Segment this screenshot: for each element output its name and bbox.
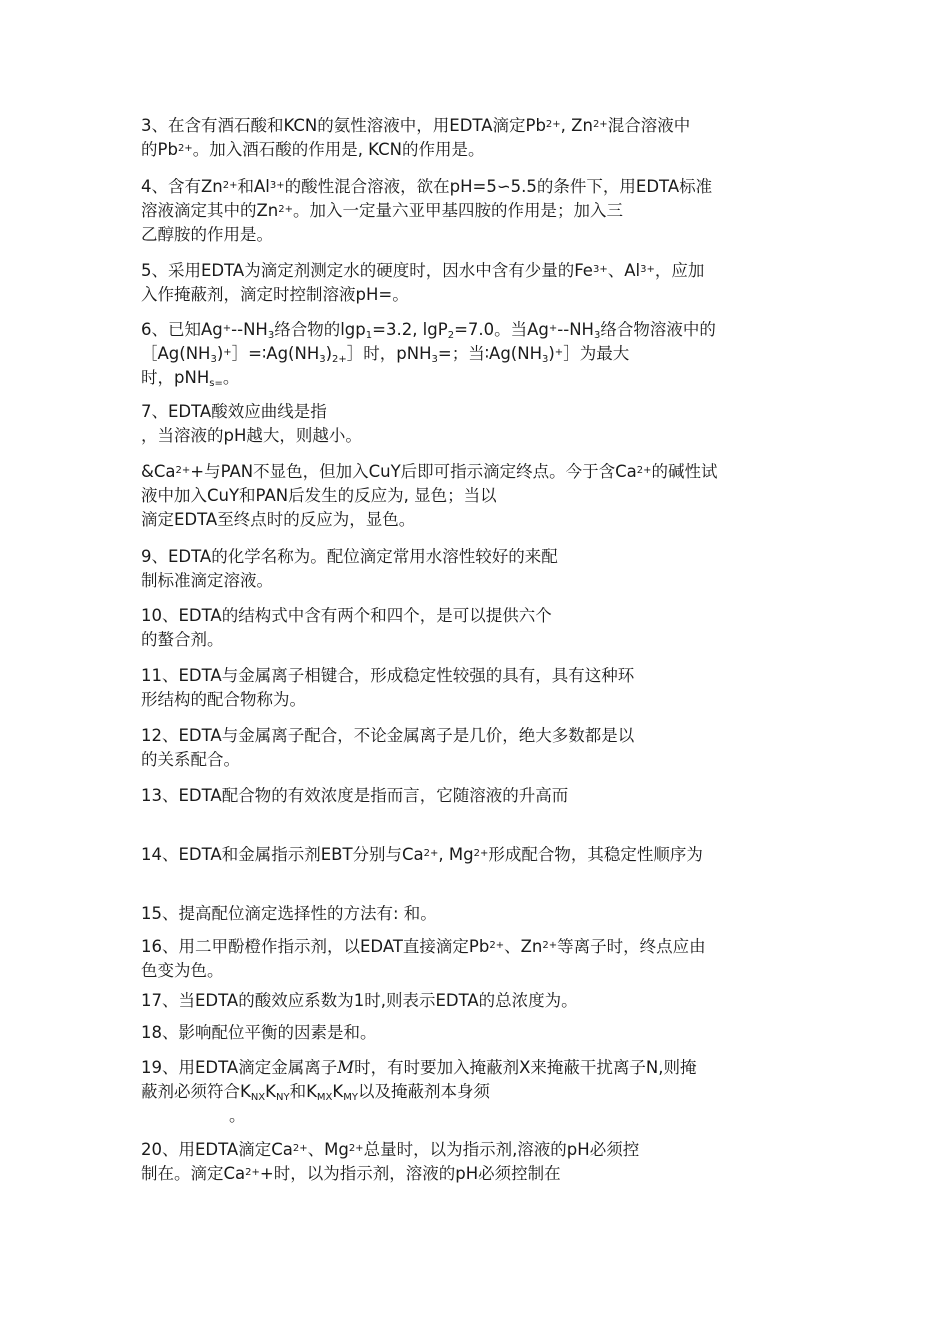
question-line: [141, 1056, 821, 1080]
subscript: MX: [316, 1092, 333, 1103]
question-line: [141, 114, 821, 138]
question-q20: [141, 1138, 821, 1186]
question-line: [141, 199, 821, 223]
superscript: +: [222, 323, 232, 334]
question-line: [141, 318, 821, 342]
question-q9: [141, 545, 821, 593]
superscript: 2+: [473, 848, 489, 859]
text-run: 18、影响配位平衡的因素是和。: [141, 1023, 377, 1042]
superscript: 2+: [278, 204, 294, 215]
text-run: 16、用二甲酚橙作指示剂，以EDAT直接滴定Pb: [141, 937, 490, 956]
text-run: 和K: [289, 1082, 317, 1101]
text-run: 络合物的lgp: [274, 320, 366, 339]
text-run: ，应加: [654, 261, 705, 280]
question-q6: [141, 318, 821, 390]
superscript: +: [554, 347, 564, 358]
question-line: [141, 1021, 821, 1045]
text-run: 13、EDTA配合物的有效浓度是指而言，它随溶液的升高而: [141, 786, 569, 805]
question-line: [141, 569, 821, 593]
text-run: 形结构的配合物称为。: [141, 690, 306, 709]
text-run: 12、EDTA与金属离子配合，不论金属离子是几价，绝大多数都是以: [141, 726, 635, 745]
text-run: --NH: [557, 320, 594, 339]
text-run: 和Al: [237, 177, 270, 196]
text-run: 的Pb: [141, 140, 178, 159]
question-line: [141, 959, 821, 983]
text-run: 4、含有Zn: [141, 177, 223, 196]
text-run: , Mg: [438, 845, 474, 864]
text-run: 、Al: [607, 261, 641, 280]
superscript: 2+: [175, 465, 191, 476]
text-run: 20、用EDTA滴定Ca: [141, 1140, 293, 1159]
text-run: 5、采用EDTA为滴定剂测定水的硬度时，因水中含有少量的Fe: [141, 261, 593, 280]
subscript: 3: [319, 354, 326, 365]
text-run: 制在。滴定Ca: [141, 1164, 246, 1183]
question-line: [141, 259, 821, 283]
text-run: 15、提高配位滴定选择性的方法有: 和。: [141, 904, 437, 923]
question-line: [141, 664, 821, 688]
question-q13: [141, 784, 821, 808]
superscript: 2+: [292, 1143, 308, 1154]
question-line: [141, 1162, 821, 1186]
question-line: [141, 223, 821, 247]
text-run: ］=∶Ag(NH: [231, 344, 320, 363]
question-line: [141, 400, 821, 424]
question-q19: [141, 1056, 821, 1128]
question-line: [141, 748, 821, 772]
superscript: 2+: [423, 848, 439, 859]
text-run: 等离子时，终点应由: [557, 937, 706, 956]
subscript: 2: [447, 330, 455, 341]
text-run: 19、用EDTA滴定金属离子: [141, 1058, 338, 1077]
text-run: 制标准滴定溶液。: [141, 571, 273, 590]
question-line: [141, 902, 821, 926]
superscript: 3+: [592, 264, 608, 275]
text-run: 总量时，以为指示剂,溶液的pH必须控: [363, 1140, 640, 1159]
text-run: ］时，pNH: [346, 344, 432, 363]
text-run: 滴定EDTA至终点时的反应为，显色。: [141, 510, 416, 529]
text-run: K: [265, 1082, 276, 1101]
text-run: 3、在含有酒石酸和KCN的氨性溶液中，用EDTA滴定Pb: [141, 116, 546, 135]
question-line: [141, 724, 821, 748]
question-line: [141, 283, 821, 307]
text-run: 11、EDTA与金属离子相键合，形成稳定性较强的具有，具有这种环: [141, 666, 635, 685]
subscript: 3: [593, 330, 601, 341]
text-run: 的螯合剂。: [141, 630, 224, 649]
question-line: [141, 545, 821, 569]
text-run: ): [325, 344, 333, 363]
text-run: 络合物溶液中的: [600, 320, 716, 339]
question-line: [141, 1080, 821, 1104]
subscript: 3: [541, 354, 549, 365]
text-run: =；当∶Ag(NH: [437, 344, 542, 363]
text-run: 6、已知Ag: [141, 320, 223, 339]
subscript: 3: [210, 354, 217, 365]
text-run: &Ca: [141, 462, 176, 481]
text-run: ］为最大: [563, 344, 630, 363]
superscript: 3+: [269, 180, 285, 191]
subscript: MY: [343, 1092, 358, 1103]
question-q10: [141, 604, 821, 652]
question-line: [141, 138, 821, 162]
superscript: 2+: [592, 119, 608, 130]
question-line: [141, 604, 821, 628]
text-run: 。: [222, 368, 240, 387]
question-line: [141, 784, 821, 808]
text-run: 溶液滴定其中的Zn: [141, 201, 279, 220]
question-line: [141, 424, 821, 448]
text-run: 入作掩蔽剂，滴定时控制溶液pH=。: [141, 285, 409, 304]
text-run: =7.0。当Ag: [454, 320, 549, 339]
question-q16: [141, 935, 821, 983]
text-run: 的酸性混合溶液，欲在pH=5∽5.5的条件下，用EDTA标准: [284, 177, 713, 196]
answer-blank-end: 。: [229, 1106, 246, 1125]
question-line: [141, 935, 821, 959]
question-q12: [141, 724, 821, 772]
superscript: 2+: [542, 940, 558, 951]
text-run: 液中加入CuY和PAN后发生的反应为, 显色；当以: [141, 486, 497, 505]
superscript: +: [223, 347, 232, 358]
superscript: 3+: [640, 264, 655, 275]
superscript: +: [548, 323, 558, 334]
math-symbol: M: [337, 1058, 355, 1077]
question-q17: [141, 989, 821, 1013]
question-q15: [141, 902, 821, 926]
question-q3: [141, 114, 821, 162]
text-run: +与PAN不显色，但加入CuY后即可指示滴定终点。今于含Ca: [190, 462, 637, 481]
superscript: 2+: [177, 143, 193, 154]
question-q11: [141, 664, 821, 712]
subscript: 2+: [332, 354, 347, 365]
text-run: 乙醇胺的作用是。: [141, 225, 273, 244]
text-run: --NH: [231, 320, 268, 339]
text-run: 色变为色。: [141, 961, 224, 980]
question-line: [141, 366, 821, 390]
question-line: [141, 989, 821, 1013]
text-run: 。加入酒石酸的作用是, KCN的作用是。: [192, 140, 485, 159]
text-run: 形成配合物，其稳定性顺序为: [488, 845, 703, 864]
question-line: [141, 628, 821, 652]
subscript: 3: [267, 330, 275, 341]
subscript: NX: [250, 1092, 266, 1103]
question-q5: [141, 259, 821, 307]
text-run: 以及掩蔽剂本身须: [357, 1082, 490, 1101]
question-line: [141, 175, 821, 199]
question-q7: [141, 400, 821, 448]
text-run: 的碱性试: [651, 462, 718, 481]
text-run: ［Ag(NH: [141, 344, 211, 363]
question-q4: [141, 175, 821, 247]
text-run: K: [332, 1082, 344, 1101]
question-q8: [141, 460, 821, 532]
text-run: =3.2, lgP: [372, 320, 448, 339]
question-q18: [141, 1021, 821, 1045]
superscript: 2+: [545, 119, 561, 130]
text-run: 的关系配合。: [141, 750, 240, 769]
subscript: NY: [276, 1092, 290, 1103]
question-line: [141, 843, 821, 867]
subscript: 1: [365, 330, 373, 341]
question-q14: [141, 843, 821, 867]
text-run: 混合溶液中: [607, 116, 691, 135]
text-run: 14、EDTA和金属指示剂EBT分别与Ca: [141, 845, 424, 864]
question-line: [141, 508, 821, 532]
subscript: 3: [431, 354, 438, 365]
text-run: 。加入一定量六亚甲基四胺的作用是；加入三: [293, 201, 624, 220]
text-run: ，当溶液的pH越大，则越小。: [141, 426, 362, 445]
text-run: 时，有时要加入掩蔽剂X来掩蔽干扰离子N,则掩: [354, 1058, 697, 1077]
superscript: 2+: [245, 1167, 260, 1178]
superscript: 2+: [222, 180, 238, 191]
question-line: [141, 460, 821, 484]
superscript: 2+: [348, 1143, 364, 1154]
text-run: 17、当EDTA的酸效应系数为1时,则表示EDTA的总浓度为。: [141, 991, 578, 1010]
text-run: 蔽剂必须符合K: [141, 1082, 251, 1101]
text-run: 、Zn: [504, 937, 543, 956]
superscript: 2+: [636, 465, 652, 476]
question-line: [141, 342, 821, 366]
question-line: [141, 1138, 821, 1162]
text-run: 、Mg: [307, 1140, 349, 1159]
text-run: 7、EDTA酸效应曲线是指: [141, 402, 327, 421]
text-run: +时，以为指示剂，溶液的pH必须控制在: [259, 1164, 561, 1183]
text-run: , Zn: [560, 116, 593, 135]
subscript: s=: [209, 378, 223, 389]
question-line: [141, 1104, 821, 1128]
question-line: [141, 484, 821, 508]
question-line: [141, 688, 821, 712]
superscript: 2+: [489, 940, 505, 951]
text-run: 9、EDTA的化学名称为。配位滴定常用水溶性较好的来配: [141, 547, 558, 566]
text-run: ): [216, 344, 224, 363]
text-run: 10、EDTA的结构式中含有两个和四个，是可以提供六个: [141, 606, 552, 625]
text-run: 时，pNH: [141, 368, 210, 387]
text-run: ): [548, 344, 555, 363]
